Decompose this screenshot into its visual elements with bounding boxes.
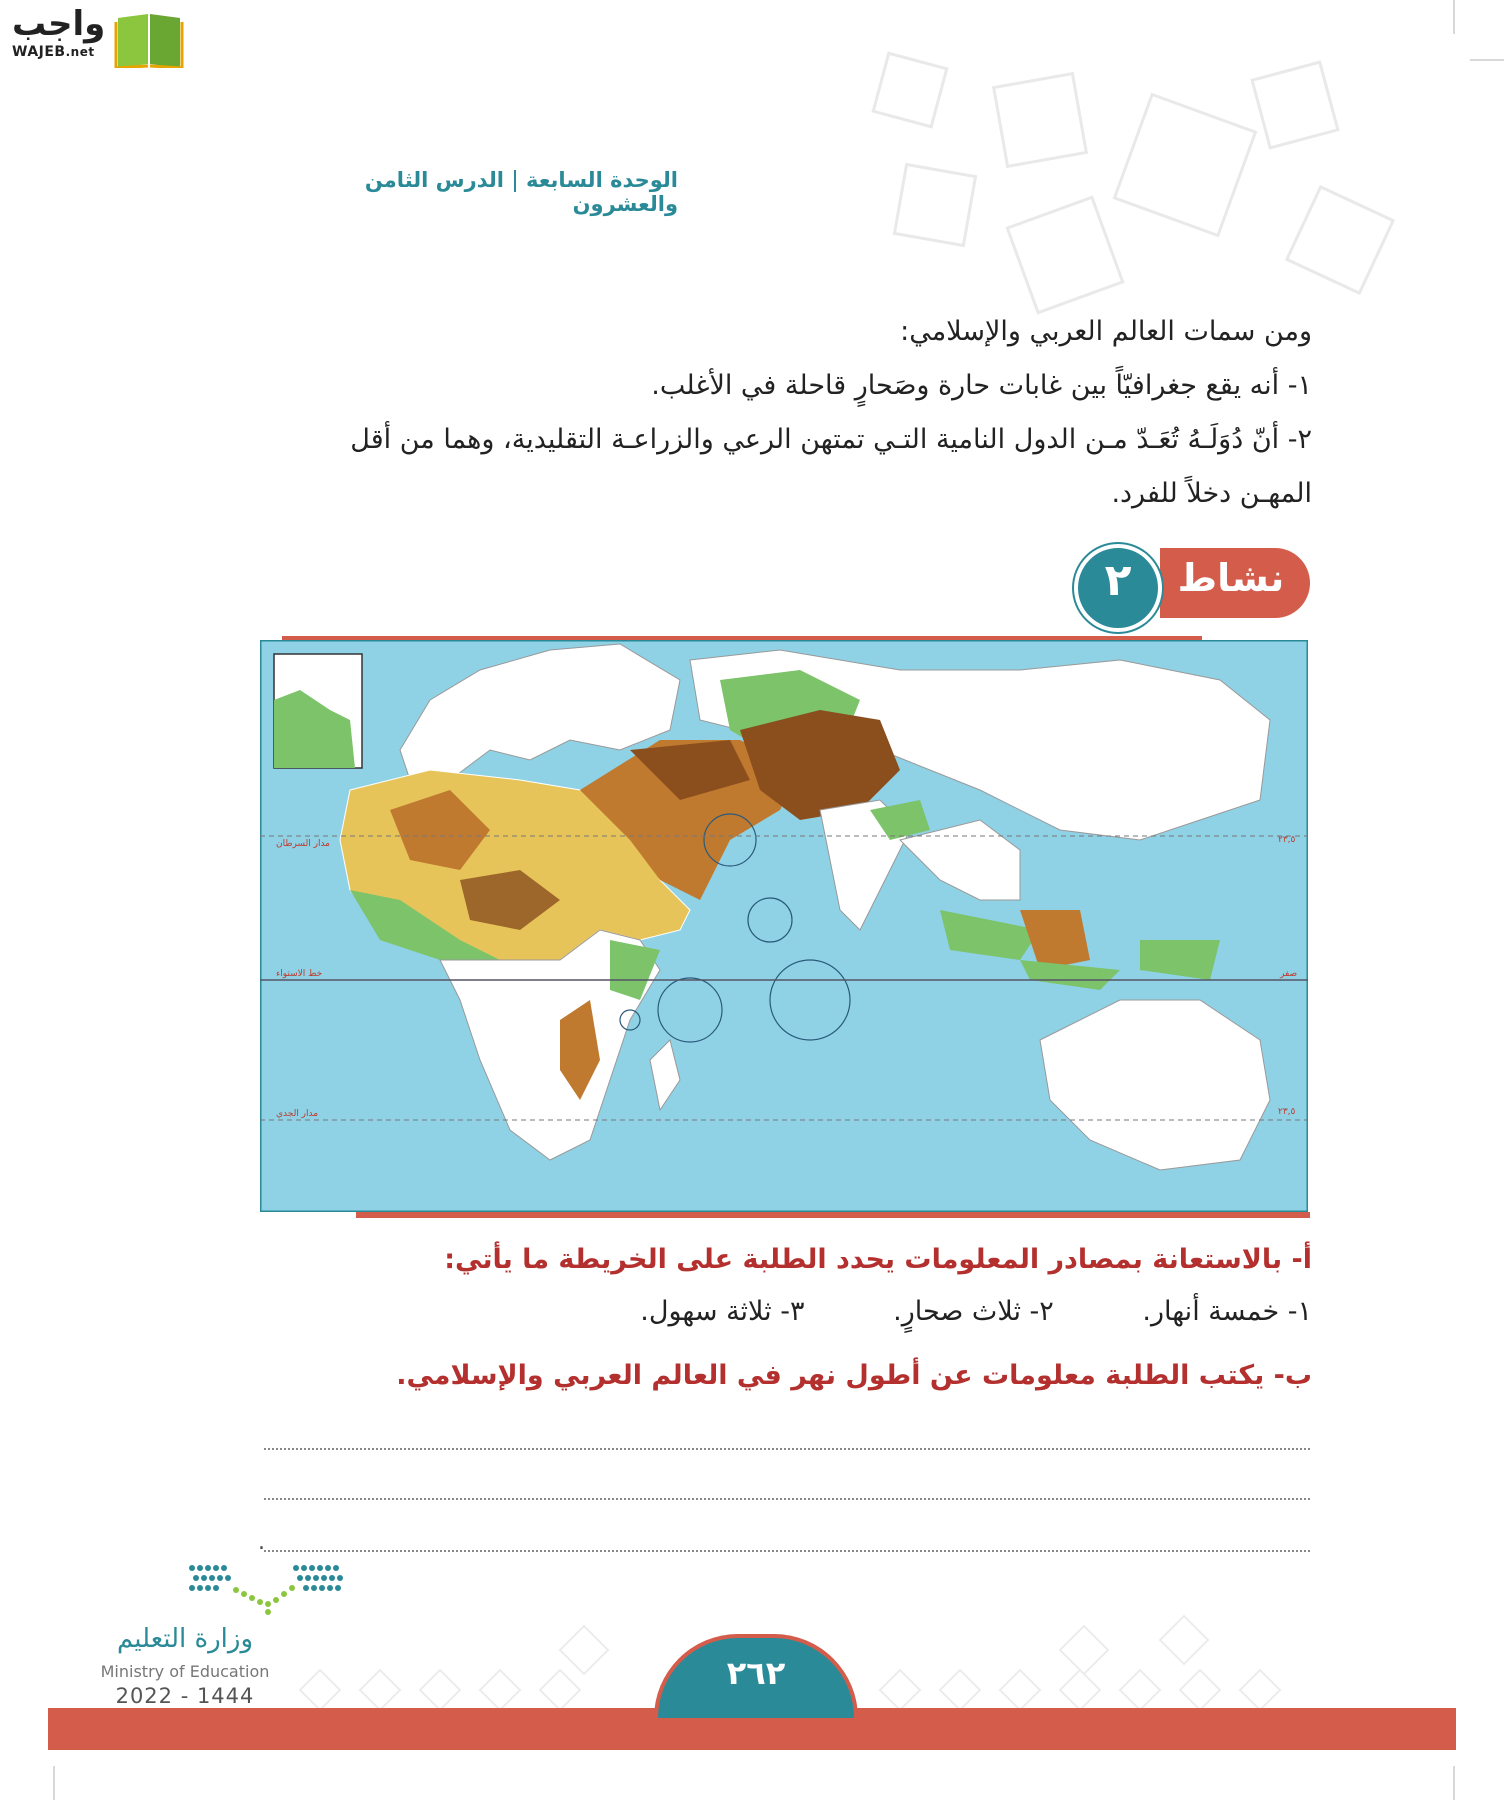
- unit-title: الوحدة السابعة: [525, 168, 678, 192]
- wajeb-brand-latin: WAJEB.net: [12, 44, 95, 60]
- activity-label: نشاط: [1177, 556, 1285, 600]
- point-2-continued: المهـن دخلاً للفرد.: [1111, 478, 1312, 509]
- latitude-north-label: ٢٣,٥: [1278, 835, 1296, 845]
- wajeb-brand-arabic: واجب: [12, 4, 106, 44]
- item-rivers: ١- خمسة أنهار.: [1142, 1296, 1312, 1327]
- latitude-zero-label: صفر: [1280, 969, 1298, 979]
- equator-label: خط الاستواء: [276, 969, 323, 979]
- answer-line-end-dot: .: [258, 1530, 265, 1555]
- answer-line-1[interactable]: [264, 1448, 1310, 1450]
- question-a: أ- بالاستعانة بمصادر المعلومات يحدد الطلبة على الخريطة ما يأتي:: [444, 1244, 1312, 1275]
- activity-number: ٢: [1104, 555, 1132, 606]
- point-2: ٢- أنّ دُوَلَـهُ تُعَـدّ مـن الدول النامية التـي تمتهن الرعي والزراعـة التقليدية، وهما من أقل: [350, 424, 1312, 455]
- tropic-of-cancer-label: مدار السرطان: [276, 839, 331, 849]
- ministry-logo-icon: [186, 1560, 348, 1616]
- ministry-name-arabic: وزارة التعليم: [116, 1624, 254, 1654]
- answer-line-3[interactable]: [264, 1550, 1310, 1552]
- header-divider: [514, 170, 516, 192]
- map-bottom-bar: [356, 1212, 1310, 1218]
- world-map: [260, 640, 1308, 1212]
- point-1: ١- أنه يقع جغرافيّاً بين غابات حارة وصَحارٍ قاحلة في الأغلب.: [651, 370, 1312, 401]
- tropic-of-capricorn-label: مدار الجدي: [276, 1109, 319, 1119]
- edition-year: 2022 - 1444: [115, 1684, 255, 1708]
- latitude-south-label: ٢٣,٥: [1278, 1107, 1296, 1117]
- item-plains: ٣- ثلاثة سهول.: [640, 1296, 805, 1327]
- page-number: ٢٦٢: [726, 1654, 786, 1692]
- lesson-title: الدرس الثامن والعشرون: [364, 168, 678, 216]
- answer-line-2[interactable]: [264, 1498, 1310, 1500]
- question-b: ب- يكتب الطلبة معلومات عن أطول نهر في العالم العربي والإسلامي.: [396, 1360, 1312, 1391]
- question-a-items: [252, 1296, 1312, 1327]
- ministry-name-english: Ministry of Education: [100, 1662, 270, 1681]
- intro-text: ومن سمات العالم العربي والإسلامي:: [900, 316, 1312, 347]
- lesson-header: [258, 168, 678, 216]
- item-deserts: ٢- ثلاث صحارٍ.: [893, 1296, 1054, 1327]
